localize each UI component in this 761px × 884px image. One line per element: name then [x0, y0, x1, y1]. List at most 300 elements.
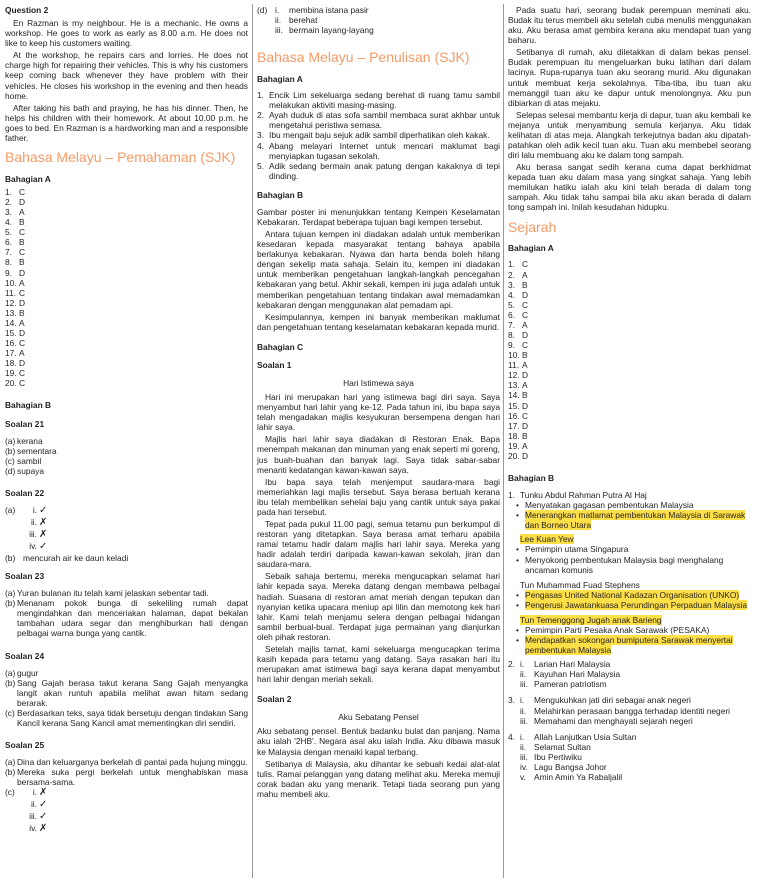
item-number: 6. — [5, 237, 12, 248]
item-text: Lagu Bangsa Johor — [534, 761, 607, 772]
item-text: supaya — [17, 465, 45, 476]
list-item — [257, 110, 500, 130]
item-number: 17. — [5, 348, 17, 359]
soalan-23-heading: Soalan 23 — [5, 571, 45, 582]
roman-list — [508, 732, 751, 782]
list-item — [508, 270, 751, 280]
list-item — [5, 338, 248, 348]
bullet-text: Pengerusi Jawatankuasa Perundingan Perpaduan Malaysia — [525, 599, 748, 610]
column-divider — [252, 4, 253, 878]
item-number: 4. — [508, 289, 515, 300]
item-number: (d) — [5, 465, 16, 476]
sejarah-q1 — [508, 490, 751, 655]
check-icon: ✓ — [39, 799, 48, 811]
paragraph: Setelah majlis tamat, kami sekeluarga mengucapkan terima kasih kepada para tetamu yang datang. Saya rasakan hari itu merupakan amat istimewa bagi saya kerana dapat menyambut hari lahir dengan meriah sekali. — [257, 643, 500, 685]
item-number: 15. — [508, 400, 520, 411]
bullet-icon: • — [516, 500, 519, 511]
item-text: C — [522, 340, 529, 351]
list-item — [508, 259, 751, 269]
item-label — [5, 799, 23, 811]
item-text: sambil — [17, 455, 42, 466]
bullet-item — [508, 500, 751, 510]
bullet-text: Pemimpin Parti Pesaka Anak Sarawak (PESAKA) — [525, 625, 710, 636]
bullet-icon: • — [516, 544, 519, 555]
item-number: 11. — [5, 287, 17, 298]
tick-row — [5, 799, 248, 811]
item-number: 1. — [5, 186, 12, 197]
item-text: Allah Lanjutkan Usia Sultan — [534, 731, 637, 742]
column-1 — [5, 5, 248, 835]
item-label — [5, 517, 23, 529]
item-text: B — [522, 350, 528, 361]
list-item — [5, 767, 248, 787]
item-number: 1. — [508, 259, 515, 270]
section-title-sejarah: Sejarah — [508, 218, 557, 235]
item-text: B — [19, 217, 25, 228]
paragraph: Tepat pada pukul 11.00 pagi, semua tetamu pun berkumpul di restoran yang ditetapkan. Saya berasa amat terharu apabila ramai tetamu hadir dalam majlis hari lahir saya. Mereka yang hadir adalah terdiri daripada kawan-kawan sekolah, jiran dan saudara-mara. — [257, 519, 500, 570]
item-number: (b) — [5, 553, 16, 563]
list-item — [508, 280, 751, 290]
roman-numeral: iv. — [29, 823, 37, 834]
item-text: A — [522, 440, 528, 451]
bullet-icon: • — [516, 589, 519, 600]
list-item — [5, 358, 248, 368]
list-item — [5, 207, 248, 217]
list-item — [508, 742, 751, 752]
roman-numeral: i. — [520, 695, 525, 706]
question-number — [508, 679, 520, 689]
item-text: Amin Amin Ya Rabaljalil — [534, 772, 623, 783]
item-text: A — [522, 360, 528, 371]
item-text: Abang melayari Internet untuk mencari maklumat bagi menyiapkan tugasan sekolah. — [269, 140, 500, 161]
soalan-25d-answers — [257, 5, 500, 35]
list-item — [508, 706, 751, 716]
paragraph: Aku sebatang pensel. Bentuk badanku bulat dan panjang. Nama aku ialah '2HB'. Negara asal aku ialah India. Aku dibawa masuk ke Malaysia dengan menaiki kapal terbang. — [257, 726, 500, 757]
list-item — [508, 762, 751, 772]
item-number: (a) — [5, 435, 16, 446]
answer-list — [508, 259, 751, 461]
list-item — [508, 659, 751, 669]
paragraph: Pada suatu hari, seorang budak perempuan meminati aku. Budak itu terus membeli aku setelah cuba menulis menggunakan aku. Aku berasa amat gembira kerana aku mendapat tuan yang baharu. — [508, 5, 751, 46]
soalan-25c-answers — [5, 787, 248, 835]
list-item — [508, 380, 751, 390]
item-number: 10. — [5, 277, 17, 288]
bullet-icon: • — [516, 635, 519, 646]
item-label: (d) — [257, 5, 268, 15]
bullet-text: Menyokong pembentukan Malaysia bagi menghalang ancaman komunis — [525, 554, 724, 575]
item-text: D — [19, 358, 26, 369]
list-item — [257, 141, 500, 161]
item-text: Mengukuhkan jati diri sebagai anak negeri — [534, 695, 691, 706]
item-number: 9. — [5, 267, 12, 278]
bullet-text: Menyatakan gagasan pembentukan Malaysia — [525, 500, 694, 511]
essay-1-title: Hari Istimewa saya — [343, 377, 414, 388]
essay-2-continued — [508, 5, 751, 213]
list-item — [5, 757, 248, 767]
list-item — [508, 679, 751, 689]
item-number: 8. — [5, 257, 12, 268]
item-text: Pameran patriotism — [534, 679, 607, 690]
question-2-heading: Question 2 — [5, 5, 49, 15]
roman-numeral: iii. — [29, 811, 37, 822]
paragraph: Kesimpulannya, kempen ini banyak memberikan maklumat dan pengetahuan tentang keselamatan kebakaran kepada murid. — [257, 311, 500, 332]
item-text: C — [522, 309, 529, 320]
item-number: 7. — [5, 247, 12, 258]
list-item — [5, 268, 248, 278]
bullet-icon: • — [516, 554, 519, 565]
item-text: membina istana pasir — [289, 5, 369, 15]
item-text: D — [19, 267, 26, 278]
item-text: Larian Hari Malaysia — [534, 659, 611, 670]
item-text: C — [19, 338, 26, 349]
tick-row — [5, 517, 248, 529]
item-number: 13. — [5, 307, 17, 318]
essay-1-body — [257, 392, 500, 684]
soalan-22-answers — [5, 505, 248, 563]
roman-numeral: iv. — [29, 541, 37, 551]
list-item — [5, 598, 248, 638]
roman-numeral: i. — [520, 659, 525, 670]
bahagian-c-heading: Bahagian C — [257, 341, 304, 352]
question-number — [508, 742, 520, 752]
item-text: D — [522, 400, 529, 411]
roman-numeral: iii. — [520, 679, 528, 690]
roman-numeral: ii. — [30, 799, 37, 810]
bullet-text-wrap — [525, 625, 751, 635]
tick-row — [5, 823, 248, 835]
tick-row — [5, 505, 248, 517]
list-item — [257, 5, 500, 15]
bullet-text-wrap — [525, 590, 751, 600]
list-item — [257, 161, 500, 181]
bullet-list — [508, 625, 751, 655]
item-number: 19. — [5, 368, 17, 379]
question-number — [508, 716, 520, 726]
soalan-24-heading: Soalan 24 — [5, 650, 45, 661]
item-text: Dina dan keluarganya berkelah di pantai pada hujung minggu. — [17, 757, 248, 768]
bahagian-a-heading: Bahagian A — [5, 173, 51, 184]
list-item — [5, 466, 248, 476]
paragraph: After taking his bath and praying, he has his dinner. Then, he helps his children with their homework. At about 10.00 p.m. he goes to bed. En Razman is a hardworking man and a responsible father. — [5, 102, 248, 143]
item-text: A — [522, 380, 528, 391]
paragraph: Sebaik sahaja bertemu, mereka mengucapkan selamat hari lahir kepada saya. Mereka datang dengan membawa pelbagai hadiah. Suasana di restoran amat meriah dengan tepukan dan nyanyian ketika upacara meniup api lilin dan memotong kek hari lahir. Kami telah menjamu selera dengan pelbagai hidangan sambil berbual-bual. Terdapat juga permainan yang dianjurkan oleh pihak restoran. — [257, 571, 500, 642]
roman-numeral: i. — [520, 731, 525, 742]
bullet-list — [508, 590, 751, 610]
column-divider — [503, 4, 504, 878]
item-text: C — [19, 227, 26, 238]
item-number: (b) — [5, 767, 16, 778]
bullet-item — [508, 625, 751, 635]
bullet-text-wrap — [525, 600, 751, 610]
paragraph: Selepas selesai membantu kerja di dapur, tuan aku kembali ke mejanya untuk menyambung semula kerjanya. Aku tidak kelihatan di atas meja. Alangkah terkejutnya badan aku dipatah-patahkan oleh adik kecil tuan aku. Tuan aku membebel seorang diri lalu membuang aku ke dalam tong sampah. — [508, 109, 751, 161]
bahagian-b-heading: Bahagian B — [257, 189, 304, 200]
roman-numeral: ii. — [520, 669, 527, 680]
bullet-item — [508, 544, 751, 554]
paragraph: Antara tujuan kempen ini diadakan adalah untuk memberikan kesedaran kepada masyarakat tentang bahaya apabila berlakunya kebakaran. Nyawa dan harta benda boleh hilang dengan sekelip mata sahaja. Selain itu, kempen ini diadakan untuk memberikan pengetahuan langkah-langkah pencegahan kebakaran yang betul. Akhir sekali, kempen ini juga adalah untuk memberikan pengetahuan tentang tindakan awal memadamkan kebakaran dengan menggunakan alat pemadam api. — [257, 229, 500, 310]
list-item — [508, 330, 751, 340]
item-text: D — [522, 450, 529, 461]
item-text: Memahami dan menghayati sejarah negeri — [534, 715, 693, 726]
list-item — [5, 227, 248, 237]
list-item — [508, 421, 751, 431]
list-item — [5, 368, 248, 378]
roman-numeral: ii. — [520, 705, 527, 716]
column-2 — [257, 5, 500, 801]
bullet-text-wrap — [525, 555, 751, 575]
bullet-text: Menerangkan matlamat pembentukan Malaysia di Sarawak dan Borneo Utara — [525, 510, 746, 531]
item-text: D — [19, 297, 26, 308]
list-item — [5, 348, 248, 358]
list-item — [5, 247, 248, 257]
check-icon: ✓ — [39, 811, 48, 823]
bahagian-a-sentences — [257, 90, 500, 181]
check-icon: ✓ — [39, 505, 48, 516]
question-number: 1. — [508, 490, 515, 501]
item-text: B — [19, 307, 25, 318]
list-item — [508, 300, 751, 310]
list-item — [508, 320, 751, 330]
item-number: (b) — [5, 598, 16, 609]
item-number: 8. — [508, 329, 515, 340]
item-text: Berdasarkan teks, saya tidak bersetuju dengan tindakan Sang Kancil kerana Sang Kancil amat mementingkan diri sendiri. — [17, 707, 248, 729]
list-item — [257, 90, 500, 110]
answer-list — [5, 187, 248, 389]
item-text: B — [19, 237, 25, 248]
list-item — [5, 328, 248, 338]
item-number: 5. — [508, 299, 515, 310]
item-text: D — [522, 370, 529, 381]
item-number: 12. — [5, 297, 17, 308]
question-number — [508, 669, 520, 679]
roman-list — [508, 695, 751, 725]
item-number: 4. — [5, 217, 12, 228]
soalan-2-heading: Soalan 2 — [257, 694, 292, 705]
item-number: 10. — [508, 350, 520, 361]
item-number: 3. — [257, 130, 264, 141]
item-number: 7. — [508, 319, 515, 330]
question-number — [508, 762, 520, 772]
item-text: C — [19, 287, 26, 298]
question-number: 2. — [508, 659, 515, 670]
leader-name: Tun Temenggong Jugah anak Barieng — [520, 614, 662, 625]
item-text: D — [522, 289, 529, 300]
item-text: A — [19, 277, 25, 288]
roman-numeral: i. — [275, 5, 280, 15]
list-item — [508, 669, 751, 679]
question-number — [508, 772, 520, 782]
bullet-text-wrap — [525, 510, 751, 530]
list-item — [508, 451, 751, 461]
cross-icon: ✗ — [39, 517, 48, 528]
item-text: A — [522, 269, 528, 280]
item-text: Menanam pokok bunga di sekeliling rumah dapat mengindahkan dan menceriakan halaman, dapat bekalan tambahan udara segar dan menghiburkan hati dengan pelbagai warna bunga yang cantik. — [17, 598, 248, 639]
bullet-text-wrap — [525, 635, 751, 655]
soalan-24-list — [5, 668, 248, 728]
item-text: C — [19, 368, 26, 379]
item-label — [257, 25, 275, 35]
list-item — [5, 436, 248, 446]
item-text: C — [19, 378, 26, 389]
list-item — [5, 217, 248, 227]
item-text: Ibu Pertiwiku — [534, 751, 582, 762]
item-number: 13. — [508, 380, 520, 391]
list-item — [5, 187, 248, 197]
item-number: 14. — [508, 390, 520, 401]
item-number: 18. — [5, 358, 17, 369]
roman-numeral: iii. — [29, 529, 37, 539]
q2-passage — [5, 18, 248, 143]
sejarah-q3 — [508, 695, 751, 725]
bullet-icon: • — [516, 599, 519, 610]
soalan-25-list — [5, 757, 248, 787]
list-item — [508, 390, 751, 400]
list-item — [5, 708, 248, 728]
list-item — [5, 288, 248, 298]
cross-icon: ✗ — [39, 529, 48, 540]
sejarah-q2 — [508, 659, 751, 689]
leader-name: Tunku Abdul Rahman Putra Al Haj — [520, 490, 647, 501]
bahagian-b-heading: Bahagian B — [5, 400, 52, 411]
item-text: A — [19, 207, 25, 218]
list-item — [5, 446, 248, 456]
check-icon: ✓ — [39, 541, 48, 552]
item-text: C — [522, 259, 529, 270]
item-number: 20. — [5, 378, 17, 389]
item-text: Ayah duduk di atas sofa sambil membaca surat akhbar untuk mengetahui peristiwa semasa. — [269, 110, 500, 131]
item-number: 2. — [508, 269, 515, 280]
roman-list — [508, 659, 751, 689]
essay-2-body — [257, 726, 500, 799]
soalan-21-heading: Soalan 21 — [5, 418, 45, 429]
item-text: Yuran bulanan itu telah kami jelaskan sebentar tadi. — [17, 588, 209, 599]
list-item — [5, 668, 248, 678]
item-number: 3. — [5, 207, 12, 218]
section-title-penulisan: Bahasa Melayu – Penulisan (SJK) — [257, 49, 470, 66]
item-text: Ibu mengait baju sejuk adik sambil diperhatikan oleh kakak. — [269, 130, 490, 141]
bullet-item — [508, 635, 751, 655]
list-item — [508, 350, 751, 360]
list-item — [5, 298, 248, 308]
list-item — [5, 197, 248, 207]
roman-numeral: iv. — [520, 761, 528, 772]
item-number: 17. — [508, 420, 520, 431]
list-item — [5, 456, 248, 466]
soalan-21-list — [5, 436, 248, 476]
roman-numeral: iii. — [520, 751, 528, 762]
item-text: B — [522, 430, 528, 441]
paragraph: En Razman is my neighbour. He is a mechanic. He owns a workshop. He goes to work as early as 8.00 a.m. He does not like to keep his customers waiting. — [5, 18, 248, 49]
item-text: Sang Gajah berasa takut kerana Sang Gajah menyangka langit akan runtuh apabila melihat awan hitam sedang berarak. — [17, 677, 248, 708]
tick-row — [5, 811, 248, 823]
roman-numeral: v. — [520, 772, 526, 783]
list-item — [5, 278, 248, 288]
item-number: (a) — [5, 667, 16, 678]
item-number: 16. — [508, 410, 520, 421]
tick-row — [5, 529, 248, 541]
bullet-list — [508, 544, 751, 574]
item-text: Mereka suka pergi berkelah untuk menghabiskan masa bersama-sama. — [17, 767, 248, 788]
item-label — [5, 811, 23, 823]
item-text: D — [19, 196, 26, 207]
bullet-text-wrap — [525, 544, 751, 554]
item-number: (c) — [5, 455, 15, 466]
bullet-item — [508, 555, 751, 575]
paragraph: Hari ini merupakan hari yang istimewa bagi diri saya. Saya menyambut hari lahir yang ke-12. Pada tahun ini, ibu bapa saya telah mengadakan majlis kesyukuran bersempena dengan hari lahir saya. — [257, 392, 500, 433]
roman-numeral: ii. — [520, 741, 527, 752]
item-text: B — [522, 390, 528, 401]
item-text: Adik sedang bermain anak patung dengan kakaknya di tepi dinding. — [269, 160, 500, 181]
item-label: (c) — [5, 787, 15, 798]
list-item — [508, 340, 751, 350]
list-item — [508, 441, 751, 451]
question-number — [508, 752, 520, 762]
question-number: 3. — [508, 695, 515, 706]
item-number: 5. — [257, 160, 264, 171]
essay-2-title: Aku Sebatang Pensel — [338, 712, 419, 723]
column-3 — [508, 5, 751, 782]
item-number: 14. — [5, 317, 17, 328]
paragraph: Aku berasa sangat sedih kerana cuma dapat berkhidmat kepada tuan aku dalam masa yang singkat sahaja. Yang lebih memilukan hatiku ialah aku kini telah berada di dalam tong sampah. Aku tidak tahu sampai bila aku akan berada di dalam tong sampah ini. Inilah kesudahan hidupku. — [508, 162, 751, 213]
item-number: 20. — [508, 450, 520, 461]
bullet-text: Mendapatkan sokongan bumiputera Sarawak menyertai pembentukan Malaysia — [525, 635, 733, 656]
list-item — [257, 130, 500, 140]
item-text: mencurah air ke daun keladi — [23, 553, 129, 563]
item-text: B — [19, 257, 25, 268]
item-text: A — [522, 319, 528, 330]
question-number: 4. — [508, 731, 515, 742]
item-text: berehat — [289, 15, 318, 26]
bullet-item — [508, 590, 751, 600]
item-text: C — [522, 410, 529, 421]
roman-numeral: ii. — [30, 517, 37, 527]
paragraph: Gambar poster ini menunjukkan tentang Kempen Keselamatan Kebakaran. Terdapat beberapa tujuan bagi kempen tersebut. — [257, 206, 500, 227]
cross-icon: ✗ — [39, 823, 48, 835]
roman-numeral: iii. — [275, 25, 283, 36]
item-text: gugur — [17, 667, 39, 678]
item-text: Encik Lim sekeluarga sedang berehat di ruang tamu sambil melakukan aktiviti masing-masing. — [269, 90, 500, 111]
item-number: 3. — [508, 279, 515, 290]
item-text: C — [19, 247, 26, 258]
soalan-23-list — [5, 588, 248, 638]
bullet-icon: • — [516, 510, 519, 521]
paragraph: Setibanya di Malaysia, aku dihantar ke sebuah kedai alat-alat tulis. Ramai pelanggan yang datang melihat aku. Mereka memuji corak badan aku yang menarik. Tetapi tiada seorang pun yang mahu membeli aku. — [257, 758, 500, 799]
list-item — [508, 772, 751, 782]
list-item — [508, 310, 751, 320]
item-label — [5, 529, 23, 541]
item-number: 19. — [508, 440, 520, 451]
list-item — [508, 716, 751, 726]
list-item — [508, 290, 751, 300]
roman-numeral: ii. — [275, 15, 282, 26]
item-number: 18. — [508, 430, 520, 441]
paragraph: At the workshop, he repairs cars and lorries. He does not charge high for repairing their vehicles. This is why his customers keep coming back whenever they have problem with their vehicles. He closes his workshop in the evening and then heads home. — [5, 50, 248, 101]
item-text: D — [19, 327, 26, 338]
bullet-item — [508, 510, 751, 530]
section-title-pemahaman: Bahasa Melayu – Pemahaman (SJK) — [5, 149, 236, 166]
tick-row — [5, 541, 248, 553]
list-item — [5, 257, 248, 267]
item-text: A — [19, 317, 25, 328]
item-label — [5, 823, 23, 835]
item-text: Selamat Sultan — [534, 741, 591, 752]
list-item — [5, 237, 248, 247]
list-item — [508, 752, 751, 762]
item-number: 11. — [508, 360, 520, 371]
list-item — [508, 360, 751, 370]
list-item — [508, 431, 751, 441]
bahagian-a-heading: Bahagian A — [508, 243, 554, 254]
item-number: 9. — [508, 340, 515, 351]
